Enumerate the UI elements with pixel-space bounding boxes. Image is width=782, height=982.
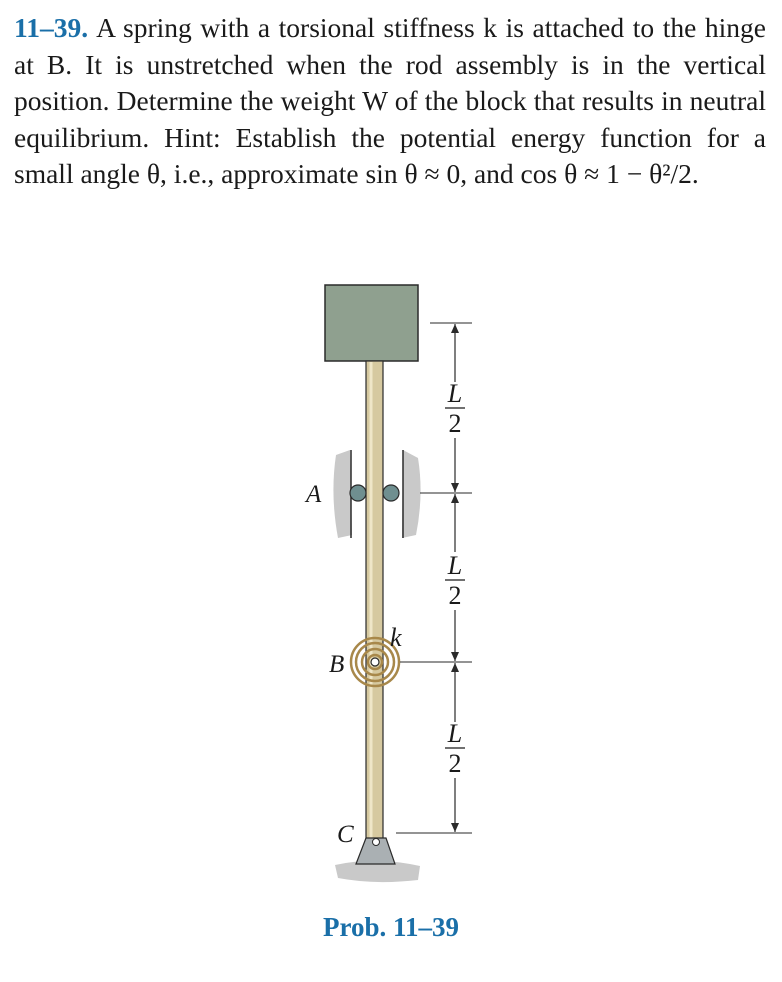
block — [325, 285, 418, 361]
dimension-2 — [445, 551, 465, 610]
pin-C — [373, 839, 380, 846]
guide-right-texture — [402, 450, 421, 538]
dim-2-num: L — [447, 551, 463, 580]
hinge-pin-B — [371, 658, 379, 666]
figure-caption: Prob. 11–39 — [322, 912, 459, 942]
label-C: C — [337, 821, 354, 848]
label-k: k — [390, 623, 402, 652]
dim-2-den: 2 — [448, 581, 462, 610]
label-B: B — [329, 651, 345, 678]
dim-3-den: 2 — [448, 749, 462, 778]
roller-left — [350, 485, 366, 501]
rod — [366, 361, 383, 841]
dim-1-num: L — [447, 379, 463, 408]
label-A: A — [306, 481, 322, 508]
problem-text: A spring with a torsional stiffness k is attached to the hinge at B. It is unstretched when the rod assembly is in the vertical position. Determine the weight W of the block that results in neutral equilibrium. Hint: Establish the potential energy function for a small angle θ, i.e., approximate sin θ ≈ 0, and cos θ ≈ 1 − θ²/2. — [14, 12, 766, 189]
dim-3-num: L — [447, 719, 463, 748]
guide-left-texture — [333, 450, 352, 538]
problem-number: 11–39. — [14, 12, 89, 43]
dimension-3 — [445, 719, 465, 778]
dim-1-den: 2 — [448, 409, 462, 438]
dimension-1 — [445, 379, 465, 438]
roller-right — [383, 485, 399, 501]
